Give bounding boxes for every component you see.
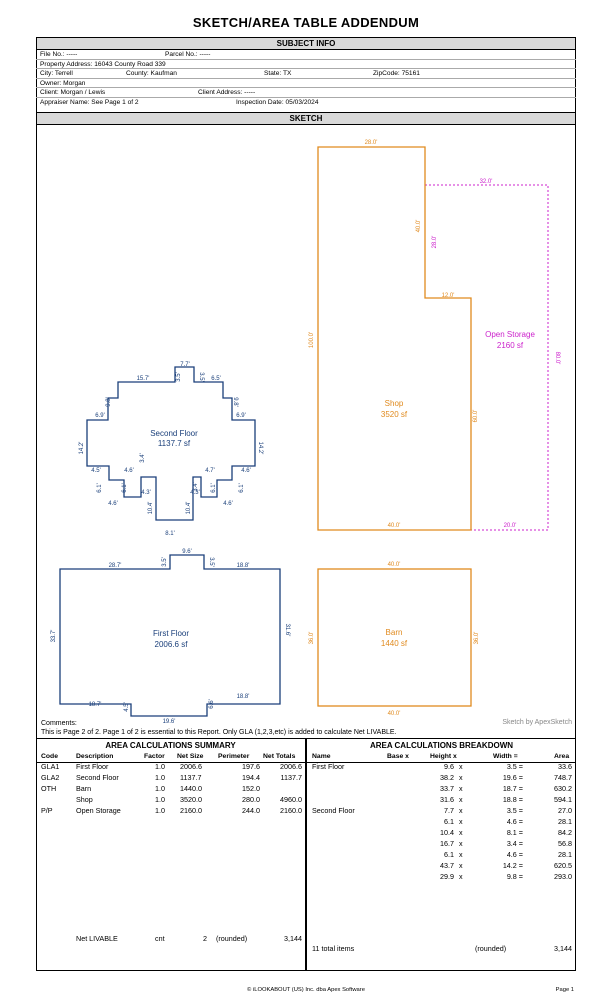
ff-dim-11: 6.6' (209, 699, 215, 709)
state: State: TX (264, 70, 292, 77)
barn-dim-1: 40.0' (387, 562, 401, 568)
ff-dim-12: 19.6' (162, 719, 176, 725)
summary-cell: 1137.7 (180, 773, 202, 782)
ff-dim-5: 3.5' (208, 557, 214, 567)
inspection-date: Inspection Date: 05/03/2024 (236, 98, 319, 106)
summary-col-net-size: Net Size (177, 753, 204, 760)
ff-dim-8: 18.7' (88, 702, 102, 708)
subject-info-header: SUBJECT INFO (36, 37, 576, 50)
summary-col-factor: Factor (144, 753, 165, 760)
summary-cell: 3520.0 (180, 795, 202, 804)
breakdown-cell: x (459, 850, 463, 859)
barn-dim-2: 36.0' (309, 631, 315, 645)
breakdown-cell: 630.2 (554, 784, 572, 793)
summary-col-code: Code (41, 753, 58, 760)
breakdown-cell: 27.0 (558, 806, 572, 815)
breakdown-cell: 33.7 (440, 784, 454, 793)
breakdown-cell: x (459, 795, 463, 804)
summary-cell: GLA1 (41, 762, 60, 771)
sf-dim-26: 10.4' (148, 501, 154, 515)
sf-dim-2: 15.7' (136, 376, 150, 382)
breakdown-cell: x (459, 817, 463, 826)
breakdown-col-width: Width = (493, 753, 518, 760)
ff-dim-10: 4.5' (124, 702, 130, 712)
barn-area: 1440 sf (380, 639, 408, 648)
barn-label: Barn (385, 628, 403, 637)
client: Client: Morgan / Lewis (40, 89, 106, 96)
shop-outline (318, 147, 471, 530)
sf-dim-3: 6.5' (211, 376, 221, 382)
summary-cell: 1440.0 (180, 784, 202, 793)
shop-label: Shop (384, 399, 404, 408)
barn-dim-4: 40.0' (387, 711, 401, 717)
summary-col-description: Description (76, 753, 114, 760)
breakdown-cell: x (459, 861, 463, 870)
ff-dim-1: 9.6' (182, 549, 192, 555)
summary-col-net-totals: Net Totals (263, 753, 296, 760)
net-livable-count: 2 (203, 934, 207, 943)
ff-dim-3: 18.8' (236, 563, 250, 569)
shop-dim-2: 100.0' (309, 331, 315, 349)
breakdown-cell: 31.6 (440, 795, 454, 804)
ff-dim-9: 18.8' (236, 694, 250, 700)
summary-cell: 2006.6 (280, 762, 302, 771)
summary-cell: GLA2 (41, 773, 60, 782)
sf-dim-23: 3.4' (193, 482, 199, 492)
summary-cell: Shop (76, 795, 93, 804)
county: County: Kaufman (126, 70, 177, 77)
open-storage-label: Open Storage (485, 330, 535, 339)
subject-row-1 (36, 50, 576, 60)
breakdown-cell: 4.6 = (506, 850, 523, 859)
city: City: Terrell (40, 70, 73, 77)
summary-cell: 2006.6 (180, 762, 202, 771)
summary-col-perimeter: Perimeter (218, 753, 250, 760)
sf-dim-16: 6.1' (97, 483, 103, 493)
breakdown-cell: 28.1 (558, 850, 572, 859)
net-livable-value: 3,144 (284, 934, 302, 943)
sketch-header: SKETCH (36, 112, 576, 125)
summary-cell: 2160.0 (180, 806, 202, 815)
os-dim-1: 32.0' (479, 179, 493, 185)
summary-cell: 197.6 (242, 762, 260, 771)
sf-dim-14: 4.6' (241, 468, 251, 474)
breakdown-cell: Second Floor (312, 806, 355, 815)
summary-cell: 4960.0 (280, 795, 302, 804)
sf-dim-17: 6.1' (122, 483, 128, 493)
breakdown-title: AREA CALCULATIONS BREAKDOWN (369, 741, 514, 750)
breakdown-cell: First Floor (312, 762, 345, 771)
breakdown-cell: 18.7 = (502, 784, 523, 793)
zipcode: ZipCode: 75161 (373, 70, 420, 77)
breakdown-cell: 9.6 (444, 762, 454, 771)
breakdown-cell: 19.6 = (502, 773, 523, 782)
summary-cell: 244.0 (242, 806, 260, 815)
subject-row-5 (36, 88, 576, 98)
parcel-no: Parcel No.: ----- (165, 51, 211, 58)
sf-dim-9: 6.9' (236, 413, 246, 419)
sf-dim-5: 3.5' (198, 372, 204, 382)
sf-dim-8: 6.9' (95, 413, 105, 419)
summary-cell: 1.0 (155, 773, 165, 782)
breakdown-col-height: Height x (430, 753, 457, 760)
breakdown-cell: x (459, 839, 463, 848)
footer-page-number: Page 1 (555, 987, 574, 993)
breakdown-cell: x (459, 828, 463, 837)
breakdown-cell: 6.1 (444, 850, 454, 859)
net-livable-cnt: cnt (155, 934, 165, 943)
sf-dim-21: 4.6' (223, 501, 233, 507)
subject-row-2 (36, 60, 576, 70)
breakdown-total-value: 3,144 (554, 944, 572, 953)
file-no: File No.: ----- (40, 51, 78, 58)
os-dim-2: 28.0' (432, 235, 438, 249)
breakdown-cell: 620.5 (554, 861, 572, 870)
breakdown-cell: 18.8 = (502, 795, 523, 804)
breakdown-cell: x (459, 872, 463, 881)
breakdown-cell: x (459, 773, 463, 782)
appraiser-name: Appraiser Name: See Page 1 of 2 (40, 98, 139, 106)
subject-row-3 (36, 69, 576, 79)
shop-dim-5: 60.0' (473, 409, 479, 423)
page-title: SKETCH/AREA TABLE ADDENDUM (192, 15, 420, 30)
breakdown-cell: 748.7 (554, 773, 572, 782)
sf-dim-6: 9.8' (106, 397, 112, 407)
ff-dim-4: 3.5' (162, 557, 168, 567)
breakdown-col-name: Name (312, 753, 331, 760)
subject-row-6 (36, 98, 576, 108)
summary-cell: 1.0 (155, 762, 165, 771)
breakdown-cell: 56.8 (558, 839, 572, 848)
breakdown-cell: 7.7 (444, 806, 454, 815)
property-address: Property Address: 16043 County Road 339 (40, 60, 166, 68)
summary-cell: 1.0 (155, 784, 165, 793)
sf-dim-24: 4.3' (141, 490, 151, 496)
breakdown-cell: 16.7 (440, 839, 454, 848)
first-floor-label: First Floor (153, 629, 189, 638)
shop-dim-1: 28.0' (364, 140, 378, 146)
barn-dim-3: 36.0' (474, 631, 480, 645)
footer-copyright: © iLOOKABOUT (US) Inc. dba Apex Software (247, 987, 365, 993)
summary-cell: First Floor (76, 762, 109, 771)
breakdown-cell: 293.0 (554, 872, 572, 881)
summary-title: AREA CALCULATIONS SUMMARY (105, 741, 236, 750)
second-floor-label: Second Floor (150, 429, 198, 438)
sf-dim-10: 14.2' (79, 441, 85, 455)
sf-dim-22: 3.4' (140, 453, 146, 463)
ff-dim-6: 33.7' (51, 629, 57, 643)
first-floor-area: 2006.6 sf (154, 640, 188, 649)
summary-cell: Open Storage (76, 806, 121, 815)
breakdown-total-rounded: (rounded) (475, 944, 507, 953)
open-storage-area: 2160 sf (496, 341, 524, 350)
sf-dim-15: 4.7' (205, 468, 215, 474)
comments-label: Comments: (41, 720, 77, 727)
breakdown-cell: 3.4 = (506, 839, 523, 848)
summary-cell: 152.0 (242, 784, 260, 793)
barn-outline (318, 569, 471, 706)
sf-dim-11: 14.2' (257, 441, 263, 455)
shop-dim-4: 12.0' (441, 293, 455, 299)
breakdown-cell: 29.9 (440, 872, 454, 881)
breakdown-cell: 4.6 = (506, 817, 523, 826)
summary-cell: 1137.7 (280, 773, 302, 782)
sf-dim-25: 4.3' (190, 490, 200, 496)
breakdown-cell: 14.2 = (502, 861, 523, 870)
breakdown-cell: x (459, 784, 463, 793)
client-address: Client Address: ----- (198, 89, 256, 96)
shop-dim-6: 40.0' (387, 523, 401, 529)
sf-dim-19: 6.1' (239, 483, 245, 493)
summary-cell: P/P (41, 806, 53, 815)
sf-dim-7: 9.8' (232, 397, 238, 407)
breakdown-cell: 6.1 (444, 817, 454, 826)
sketch-credit: Sketch by ApexSketch (502, 719, 572, 726)
sf-dim-12: 4.5' (91, 468, 101, 474)
sf-dim-13: 4.6' (124, 468, 134, 474)
subject-row-4 (36, 79, 576, 89)
summary-cell: 1.0 (155, 795, 165, 804)
breakdown-cell: 33.6 (558, 762, 572, 771)
breakdown-cell: x (459, 806, 463, 815)
sf-dim-28: 8.1' (165, 531, 175, 537)
breakdown-total-label: 11 total items (312, 944, 355, 953)
breakdown-cell: x (459, 762, 463, 771)
breakdown-col-base: Base x (387, 753, 409, 760)
net-livable-label: Net LIVABLE (76, 934, 118, 943)
summary-cell: 194.4 (242, 773, 260, 782)
os-dim-3: 80.0' (554, 351, 560, 365)
net-livable-rounded: (rounded) (216, 934, 248, 943)
second-floor-area: 1137.7 sf (157, 439, 191, 448)
sf-dim-1: 7.7' (180, 362, 190, 368)
breakdown-col-area: Area (554, 753, 570, 760)
sf-dim-18: 6.1' (211, 483, 217, 493)
sf-dim-4: 3.5' (176, 372, 182, 382)
summary-cell: Second Floor (76, 773, 119, 782)
comments-text: This is Page 2 of 2. Page 1 of 2 is essential to this Report. Only GLA (1,2,3,etc) is added to calculate Net LIVABLE. (41, 729, 397, 736)
os-dim-4: 20.0' (503, 523, 517, 529)
summary-cell: Barn (76, 784, 92, 793)
open-storage-outline (425, 185, 548, 530)
breakdown-cell: 28.1 (558, 817, 572, 826)
shop-dim-3: 40.0' (416, 219, 422, 233)
table-divider (305, 738, 307, 971)
breakdown-cell: 594.1 (554, 795, 572, 804)
ff-dim-2: 28.7' (108, 563, 122, 569)
breakdown-cell: 10.4 (440, 828, 454, 837)
sf-dim-27: 10.4' (186, 501, 192, 515)
breakdown-cell: 3.5 = (506, 806, 523, 815)
breakdown-cell: 8.1 = (506, 828, 523, 837)
summary-cell: 1.0 (155, 806, 165, 815)
breakdown-cell: 43.7 (440, 861, 454, 870)
sf-dim-20: 4.6' (108, 501, 118, 507)
summary-cell: 280.0 (242, 795, 260, 804)
breakdown-cell: 38.2 (440, 773, 454, 782)
breakdown-cell: 3.5 = (506, 762, 523, 771)
summary-cell: 2160.0 (280, 806, 302, 815)
shop-area: 3520 sf (380, 410, 408, 419)
breakdown-cell: 84.2 (558, 828, 572, 837)
owner: Owner: Morgan (40, 79, 86, 87)
breakdown-cell: 9.8 = (506, 872, 523, 881)
ff-dim-7: 31.6' (284, 623, 290, 637)
summary-cell: OTH (41, 784, 57, 793)
